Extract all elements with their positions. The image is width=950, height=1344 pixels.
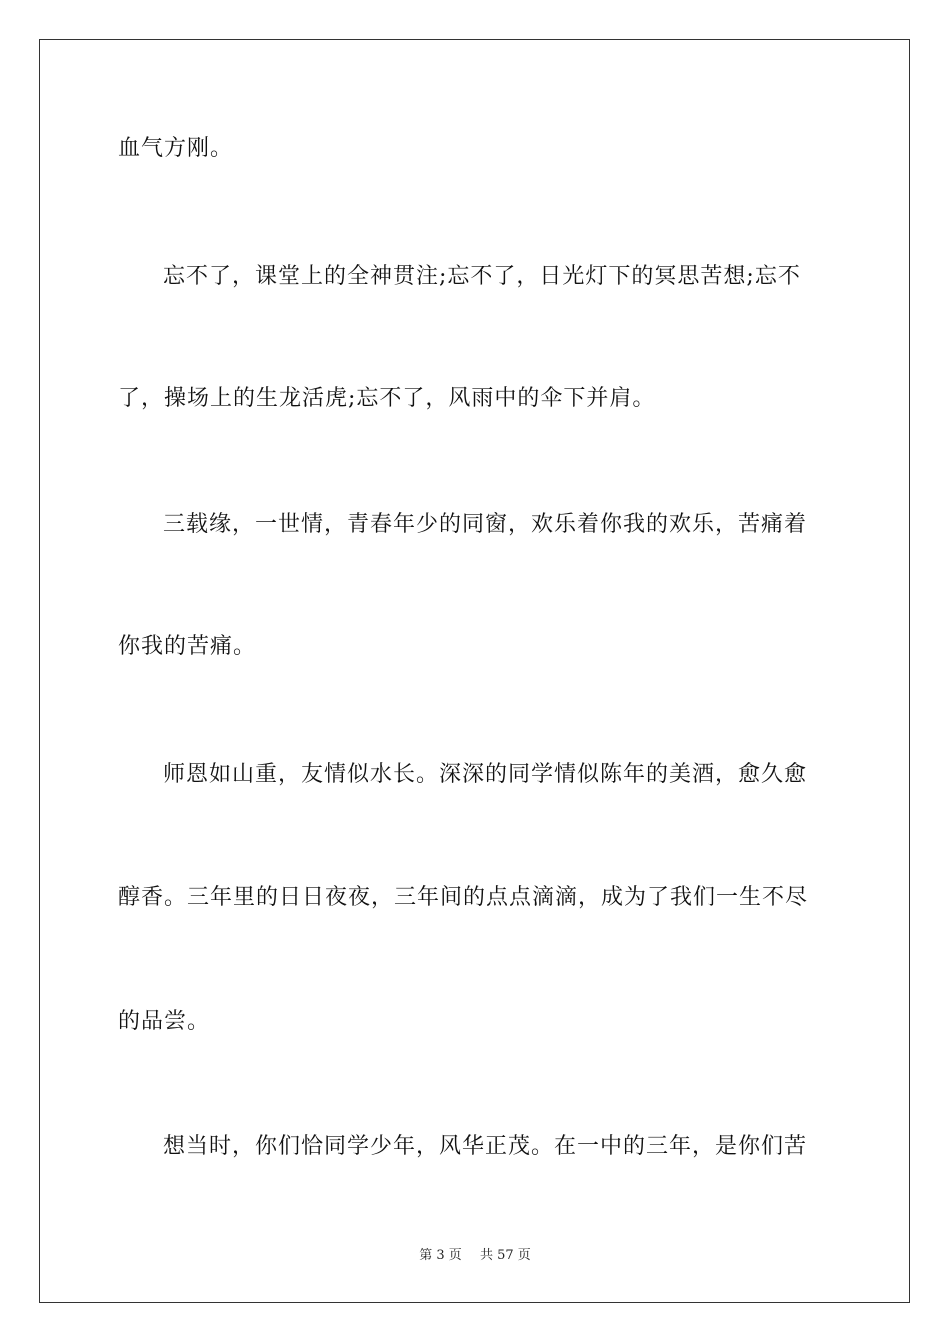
paragraph-start-line: 三载缘，一世情，青春年少的同窗，欢乐着你我的欢乐，苦痛着	[163, 512, 808, 537]
text-line: 醇香。三年里的日日夜夜，三年间的点点滴滴，成为了我们一生不尽	[118, 885, 809, 910]
page-total: 共 57 页	[479, 1248, 531, 1263]
text-line: 了，操场上的生龙活虎;忘不了，风雨中的伞下并肩。	[118, 386, 656, 411]
text-line: 血气方刚。	[118, 136, 234, 161]
paragraph-start-line: 师恩如山重，友情似水长。深深的同学情似陈年的美酒，愈久愈	[163, 762, 808, 787]
text-line: 的品尝。	[118, 1009, 211, 1034]
page-border	[39, 39, 910, 1303]
page-number: 第 3 页	[419, 1248, 462, 1263]
page-footer	[0, 1247, 950, 1265]
paragraph-start-line: 想当时，你们恰同学少年，风华正茂。在一中的三年，是你们苦	[163, 1134, 808, 1159]
paragraph-start-line: 忘不了，课堂上的全神贯注;忘不了，日光灯下的冥思苦想;忘不	[163, 264, 801, 289]
text-line: 你我的苦痛。	[118, 634, 257, 659]
